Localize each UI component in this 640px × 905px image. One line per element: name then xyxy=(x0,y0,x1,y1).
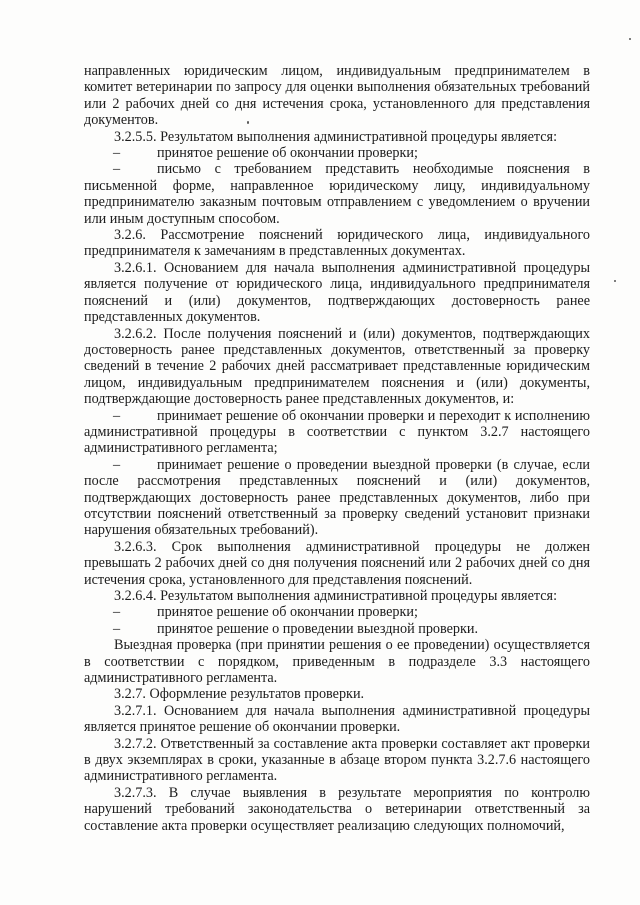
list-item xyxy=(84,604,590,620)
list-item xyxy=(84,457,590,539)
paragraph: Выездная проверка (при принятии решения о ее проведении) осуществляется в соответствии с порядком, приведенным в подразделе 3.3 настоящего административного регламента. xyxy=(84,637,590,687)
scan-speck xyxy=(614,280,616,282)
dash-marker: – xyxy=(113,407,121,424)
paragraph-heading: 3.2.6.4. Результатом выполнения административной процедуры является: xyxy=(114,588,558,604)
dash-marker: – xyxy=(113,161,121,178)
list-item-text: принятое решение об окончании проверки; xyxy=(157,604,418,621)
paragraph: направленных юридическим лицом, индивидуальным предпринимателем в комитет ветеринарии по запросу для оценки выполнения обязательных требований или 2 рабочих дней со дня истечения срока, установленного для представления документов. xyxy=(84,63,590,129)
paragraph: 3.2.7.3. В случае выявления в результате мероприятия по контролю нарушений требований законодательства о ветеринарии ответственный за составление акта проверки осуществляет реализацию следующих полномочий, xyxy=(84,784,590,834)
scan-speck xyxy=(629,38,631,40)
paragraph-heading: 3.2.7. Оформление результатов проверки. xyxy=(114,686,365,703)
list-item xyxy=(84,161,590,227)
dash-marker: – xyxy=(113,145,121,162)
list-item-text: принимает решение об окончании проверки и переходит к исполнению административной процедуры в соответствии с пунктом 3.2.7 настоящего административного регламента; xyxy=(84,407,590,457)
list-item-text: письмо с требованием представить необходимые пояснения в письменной форме, направленное юридическому лицу, индивидуальному предпринимателю заказным почтовым отправлением с уведомлением о вручении или иным доступным способом. xyxy=(84,161,590,227)
list-item-text: принятое решение об окончании проверки; xyxy=(157,145,418,162)
dash-marker: – xyxy=(113,456,121,473)
dash-marker: – xyxy=(113,604,121,621)
list-item xyxy=(84,408,590,457)
list-item-text: принятое решение о проведении выездной проверки. xyxy=(157,620,479,637)
paragraph-heading: 3.2.6. Рассмотрение пояснений юридического лица, индивидуального предпринимателя к замечаниям в представленных документах. xyxy=(84,227,590,260)
paragraph: 3.2.7.1. Основанием для начала выполнения административной процедуры является принятое решение об окончании проверки. xyxy=(84,702,590,736)
list-item-text: принимает решение о проведении выездной проверки (в случае, если после рассмотрения представленных пояснений и (или) документов, подтверждающих достоверность ранее представленных документов, либо при отсутствии пояснений ответственный за проверку сведений установит признаки нарушения обязательных требований). xyxy=(84,456,590,539)
list-item xyxy=(84,621,590,637)
dash-marker: – xyxy=(113,620,121,637)
paragraph-heading: 3.2.5.5. Результатом выполнения административной процедуры является: xyxy=(114,128,558,145)
paragraph: 3.2.6.1. Основанием для начала выполнения административной процедуры является получение от юридического лица, индивидуального предпринимателя пояснений и (или) документов, подтверждающих достоверность ранее представленных документов. xyxy=(84,259,590,326)
paragraph: 3.2.6.3. Срок выполнения административной процедуры не должен превышать 2 рабочих дней со дня получения пояснений или 2 рабочих дней со дня истечения срока, установленного для представления пояснений. xyxy=(84,538,590,588)
document-body xyxy=(84,63,590,834)
list-item xyxy=(84,145,590,161)
paragraph: 3.2.7.2. Ответственный за составление акта проверки составляет акт проверки в двух экземплярах в сроки, указанные в абзаце втором пункта 3.2.7.6 настоящего административного регламента. xyxy=(84,735,590,785)
paragraph: 3.2.6.2. После получения пояснений и (или) документов, подтверждающих достоверность ранее представленных документов, ответственный за проверку сведений в течение 2 рабочих дней рассматривает представленные юридическим лицом, индивидуальным предпринимателем пояснения и (или) документы, подтверждающие достоверность ранее представленных документов, и: xyxy=(84,325,590,408)
